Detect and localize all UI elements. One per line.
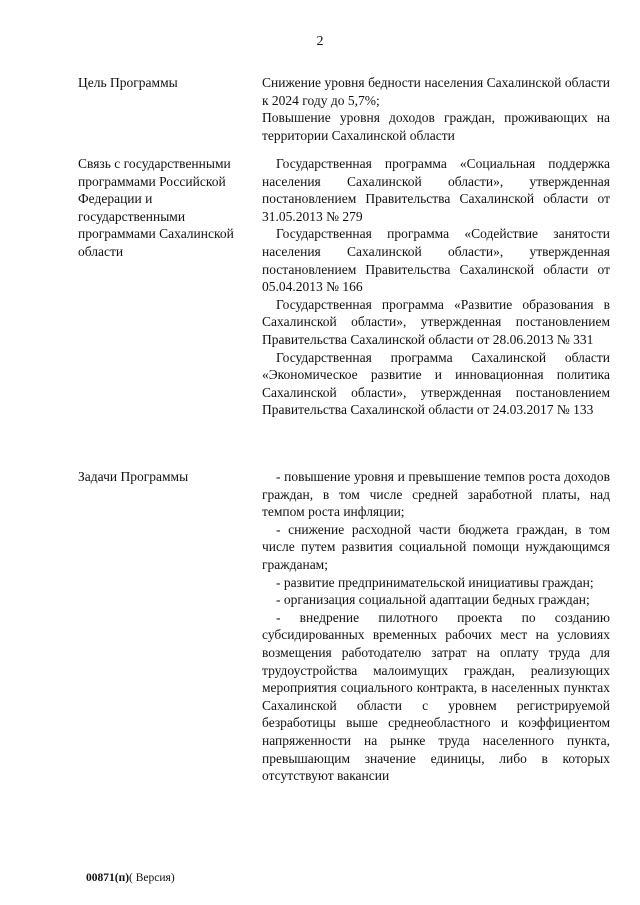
tasks-item: - развитие предпринимательской инициативы граждан;: [276, 574, 594, 590]
tasks-content: [262, 468, 610, 785]
links-item: Государственная программа Сахалинской области «Экономическое развитие и инновационная политика Сахалинской области», утвержденная постановлением Правительства Сахалинской области от 24.03.2017 № 133: [262, 349, 610, 418]
tasks-item: - снижение расходной части бюджета граждан, в том числе путем развития социальной помощи нуждающимся гражданам;: [262, 521, 610, 572]
goal-item: Снижение уровня бедности населения Сахалинской области к 2024 году до 5,7%;: [262, 75, 610, 108]
tasks-label: Задачи Программы: [78, 469, 189, 484]
tasks-item: - организация социальной адаптации бедных граждан;: [276, 592, 590, 608]
links-item: Государственная программа «Социальная поддержка населения Сахалинской области», утвержденная постановлением Правительства Сахалинской области от 31.05.2013 № 279: [262, 156, 610, 224]
tasks-item: - внедрение пилотного проекта по созданию субсидированных временных рабочих мест на условиях возмещения работодателю затрат на оплату труда для трудоустройства малоимущих граждан, реализующих мероприятия социального контракта, в населенных пунктах Сахалинской области с уровнем регистрируемой безработицы выше среднеобластного и коэффициентом напряженности на рынке труда населенного пункта, превышающим значение единицы, либо в которых отсутствуют вакансии: [262, 609, 610, 784]
links-content: [262, 155, 610, 419]
footer: [86, 872, 175, 884]
footer-code: 00871(п): [86, 872, 130, 884]
links-label: Связь с государственными программами Российской Федерации и государственными программами Сахалинской области: [78, 156, 234, 259]
links-item: Государственная программа «Развитие образования в Сахалинской области», утвержденная постановлением Правительства Сахалинской области от 28.06.2013 № 331: [262, 296, 610, 347]
page-number: 2: [316, 34, 324, 49]
footer-version: ( Версия): [129, 872, 175, 884]
links-item: Государственная программа «Содействие занятости населения Сахалинской области», утвержденная постановлением Правительства Сахалинской области от 05.04.2013 № 166: [262, 226, 610, 295]
goal-content: [262, 74, 610, 144]
goal-label: Цель Программы: [78, 75, 178, 90]
tasks-item: - повышение уровня и превышение темпов роста доходов граждан, в том числе средней заработной платы, над темпом роста инфляции;: [262, 469, 610, 520]
goal-item: Повышение уровня доходов граждан, проживающих на территории Сахалинской области: [262, 110, 610, 143]
